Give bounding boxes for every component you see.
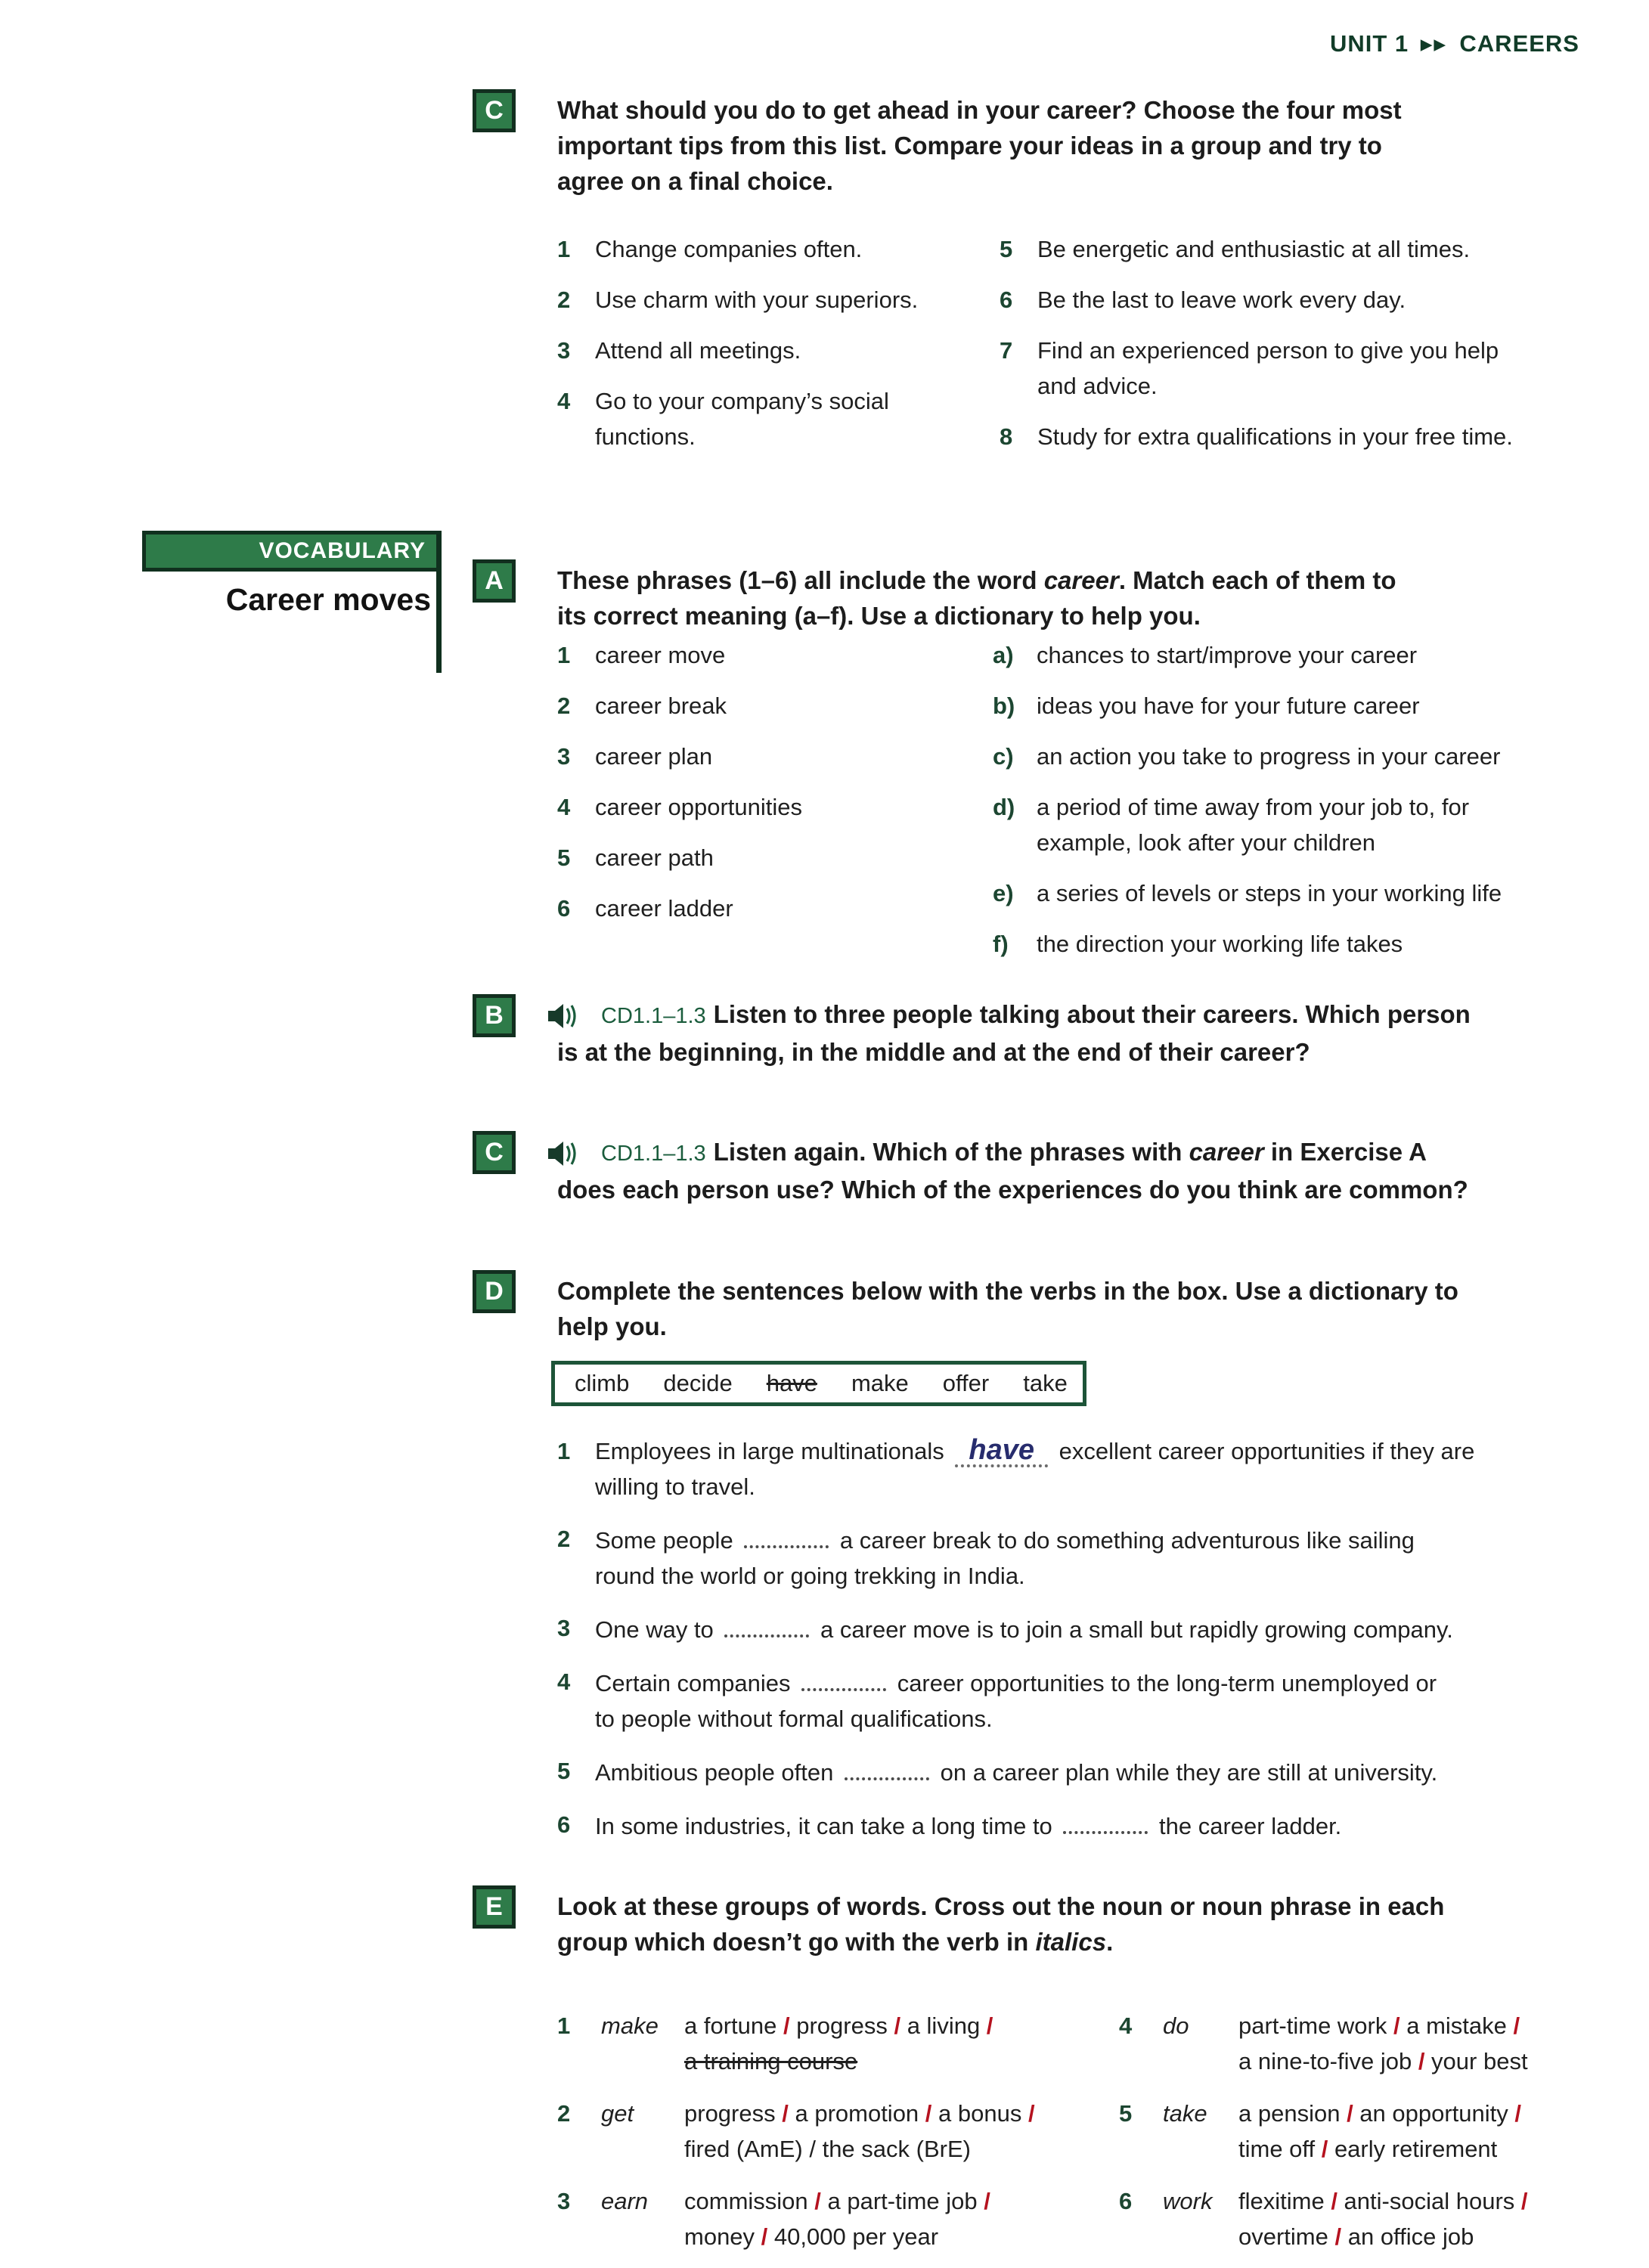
item-number: 2	[557, 287, 571, 313]
collocation-group	[557, 2183, 990, 2254]
list-item	[993, 789, 1502, 860]
verb-label: work	[1163, 2188, 1213, 2214]
item-letter: d)	[993, 794, 1015, 820]
item-number: 6	[557, 1811, 571, 1838]
page-header	[1330, 30, 1579, 57]
exercise-e-instruction: Look at these groups of words. Cross out the noun or noun phrase in each group which doesn’t go with the verb in italics.	[557, 1892, 1445, 1956]
exercise-a-instruction: These phrases (1–6) all include the word career. Match each of them to its correct meaning (a–f). Use a dictionary to help you.	[557, 566, 1396, 630]
item-letter: a)	[993, 642, 1014, 668]
sentence-item	[557, 1521, 1474, 1594]
item-text: Change companies often.	[595, 236, 863, 262]
sentence-text: Some people a career break to do something adventurous like sailing round the world or going trekking in India.	[595, 1521, 1415, 1594]
item-number: 3	[557, 337, 571, 364]
noun-options: a fortune / progress / a living / a training course	[684, 2012, 993, 2074]
tips-list-right	[1000, 231, 1513, 469]
item-number: 3	[557, 2188, 571, 2214]
item-text: Study for extra qualifications in your free time.	[1037, 423, 1513, 450]
list-item	[1000, 419, 1513, 454]
vocabulary-section-tab	[142, 531, 440, 572]
unit-title: CAREERS	[1459, 30, 1579, 57]
list-item	[557, 637, 802, 673]
item-number: 6	[1119, 2188, 1133, 2214]
item-number: 6	[1000, 287, 1013, 313]
sentence-item	[557, 1664, 1474, 1737]
item-text: career move	[595, 642, 726, 668]
verb-label: earn	[601, 2188, 649, 2214]
item-text: chances to start/improve your career	[1037, 642, 1418, 668]
item-text: career plan	[595, 743, 713, 770]
collocation-group	[557, 2096, 1035, 2167]
list-item	[1000, 282, 1513, 318]
item-number: 1	[557, 642, 571, 668]
list-item	[993, 926, 1502, 962]
exercise-letter: B	[485, 1001, 504, 1030]
list-item	[1000, 333, 1513, 404]
item-text: ideas you have for your future career	[1037, 692, 1420, 719]
list-item	[557, 333, 918, 368]
gap-fill-sentences	[557, 1433, 1474, 1859]
chevron-right-icon: ▶▶	[1421, 36, 1448, 53]
sentence-text: Employees in large multinationals have excellent career opportunities if they are willing to travel.	[595, 1434, 1475, 1500]
noun-options: progress / a promotion / a bonus / fired (AmE) / the sack (BrE)	[684, 2100, 1035, 2162]
sentence-text: Ambitious people often on a career plan while they are still at university.	[595, 1753, 1437, 1790]
item-text: Use charm with your superiors.	[595, 287, 919, 313]
item-number: 3	[557, 1615, 571, 1641]
sentence-item	[557, 1753, 1474, 1790]
list-item	[557, 688, 802, 723]
sentence-text: In some industries, it can take a long time to the career ladder.	[595, 1807, 1341, 1844]
item-number: 1	[557, 1438, 571, 1464]
item-number: 2	[557, 2100, 571, 2127]
item-text: a series of levels or steps in your working life	[1037, 880, 1502, 906]
exercise-c2-instruction: CD1.1–1.3 Listen again. Which of the phrases with career in Exercise A does each person use? Which of the experiences do you think are common?	[557, 1138, 1468, 1204]
item-number: 6	[557, 895, 571, 922]
list-item	[557, 789, 802, 825]
item-text: Be the last to leave work every day.	[1037, 287, 1406, 313]
exercise-letter-badge-e	[473, 1885, 516, 1929]
item-text: Find an experienced person to give you help and advice.	[1037, 337, 1499, 399]
sentence-text: Certain companies career opportunities to the long-term unemployed or to people without formal qualifications.	[595, 1664, 1437, 1737]
item-number: 1	[557, 2012, 571, 2039]
item-number: 4	[557, 388, 571, 414]
item-text: career ladder	[595, 895, 733, 922]
item-number: 3	[557, 743, 571, 770]
tips-list-left	[557, 231, 918, 469]
sentence-text: One way to a career move is to join a small but rapidly growing company.	[595, 1610, 1453, 1647]
item-number: 2	[557, 692, 571, 719]
noun-options: part-time work / a mistake / a nine-to-five job / your best	[1238, 2012, 1528, 2074]
item-text: an action you take to progress in your career	[1037, 743, 1501, 770]
item-number: 4	[557, 794, 571, 820]
sentence-item	[557, 1433, 1474, 1504]
list-item	[557, 739, 802, 774]
item-number: 1	[557, 236, 571, 262]
item-number: 8	[1000, 423, 1013, 450]
item-text: Go to your company’s social functions.	[595, 388, 889, 450]
item-letter: c)	[993, 743, 1014, 770]
section-divider	[436, 531, 442, 673]
item-number: 4	[557, 1668, 571, 1695]
collocation-group	[1119, 2183, 1528, 2254]
verb-label: make	[601, 2012, 659, 2039]
list-item	[1000, 231, 1513, 267]
exercise-letter: C	[485, 96, 504, 125]
exercise-letter: E	[485, 1892, 503, 1921]
verb-word-box: climb decide have make offer take	[551, 1361, 1086, 1406]
verb-label: get	[601, 2100, 634, 2127]
item-letter: e)	[993, 880, 1014, 906]
item-number: 4	[1119, 2012, 1133, 2039]
list-item	[993, 875, 1502, 911]
list-item	[557, 282, 918, 318]
verb-label: take	[1163, 2100, 1207, 2127]
vocabulary-section-label: VOCABULARY	[259, 538, 426, 563]
item-number: 7	[1000, 337, 1013, 364]
section-title: Career moves	[225, 582, 431, 617]
list-item	[557, 840, 802, 875]
exercise-letter: A	[485, 566, 504, 595]
item-text: Attend all meetings.	[595, 337, 801, 364]
item-text: career break	[595, 692, 727, 719]
collocation-group	[1119, 2008, 1528, 2079]
exercise-letter: C	[485, 1138, 504, 1167]
verb-label: do	[1163, 2012, 1189, 2039]
list-item	[557, 383, 918, 454]
noun-options: flexitime / anti-social hours / overtime / an office job	[1238, 2188, 1528, 2250]
exercise-letter-badge-d	[473, 1270, 516, 1313]
list-item	[993, 637, 1502, 673]
exercise-letter-badge-c2	[473, 1131, 516, 1174]
item-text: the direction your working life takes	[1037, 931, 1403, 957]
item-number: 5	[557, 844, 571, 871]
item-number: 5	[1000, 236, 1013, 262]
item-letter: f)	[993, 931, 1009, 957]
exercise-letter-badge-a	[473, 559, 516, 603]
exercise-c1-instruction: What should you do to get ahead in your career? Choose the four most important tips from this list. Compare your ideas in a group and try to agree on a final choice.	[557, 96, 1402, 195]
list-item	[557, 231, 918, 267]
career-phrases-list	[557, 637, 802, 941]
list-item	[557, 891, 802, 926]
meanings-list	[993, 637, 1502, 977]
exercise-letter-badge-c1	[473, 89, 516, 132]
collocation-group	[1119, 2096, 1521, 2167]
item-number: 5	[557, 1758, 571, 1784]
item-text: Be energetic and enthusiastic at all times.	[1037, 236, 1471, 262]
item-text: career path	[595, 844, 714, 871]
item-letter: b)	[993, 692, 1015, 719]
exercise-letter-badge-b	[473, 994, 516, 1037]
noun-options: a pension / an opportunity / time off / early retirement	[1238, 2100, 1522, 2162]
list-item	[993, 739, 1502, 774]
exercise-d-instruction: Complete the sentences below with the verbs in the box. Use a dictionary to help you.	[557, 1277, 1458, 1340]
list-item	[993, 688, 1502, 723]
exercise-letter: D	[485, 1277, 504, 1306]
sentence-item	[557, 1610, 1474, 1647]
exercise-b-instruction: CD1.1–1.3 Listen to three people talking about their careers. Which person is at the beginning, in the middle and at the end of their career?	[557, 1000, 1471, 1066]
unit-label: UNIT 1	[1329, 30, 1409, 57]
item-text: a period of time away from your job to, for example, look after your children	[1037, 794, 1470, 856]
item-number: 2	[557, 1526, 571, 1552]
noun-options: commission / a part-time job / money / 40,000 per year	[684, 2188, 990, 2250]
item-text: career opportunities	[595, 794, 802, 820]
collocation-group	[557, 2008, 993, 2079]
sentence-item	[557, 1807, 1474, 1844]
item-number: 5	[1119, 2100, 1133, 2127]
